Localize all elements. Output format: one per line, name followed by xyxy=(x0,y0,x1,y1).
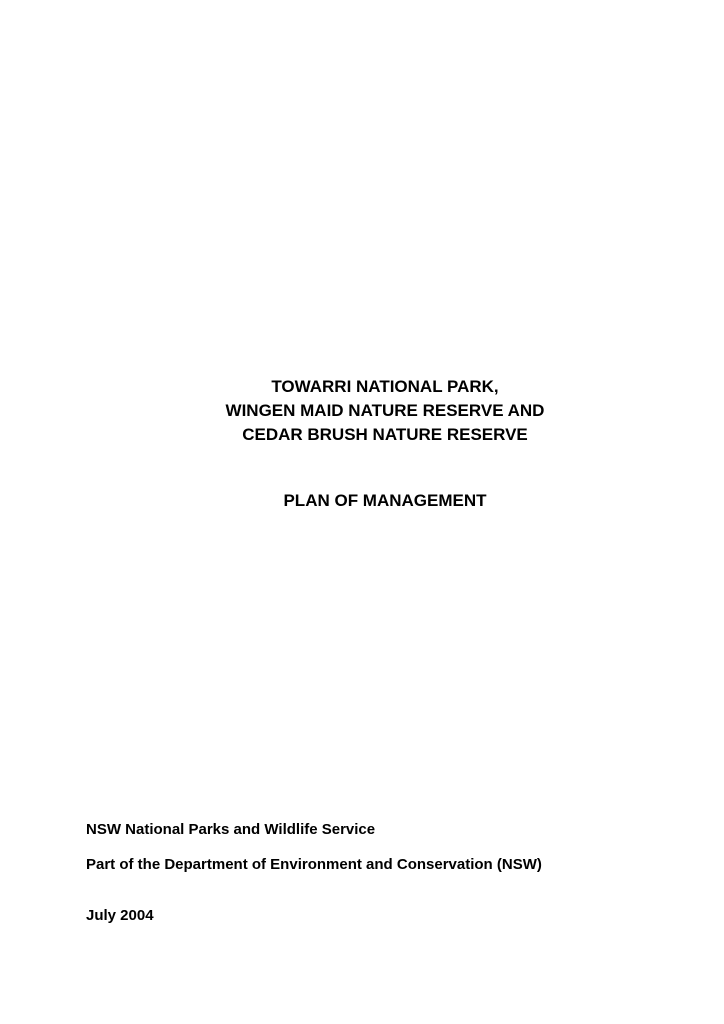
document-title xyxy=(160,375,610,447)
title-line-park: TOWARRI NATIONAL PARK, xyxy=(271,377,499,396)
title-line-wingen-maid: WINGEN MAID NATURE RESERVE AND xyxy=(225,401,545,420)
document-subtitle: PLAN OF MANAGEMENT xyxy=(283,491,487,510)
department-name: Part of the Department of Environment and Conservation (NSW) xyxy=(86,856,542,873)
organization-name: NSW National Parks and Wildlife Service xyxy=(86,821,376,838)
publication-date: July 2004 xyxy=(86,907,154,924)
title-line-cedar-brush: CEDAR BRUSH NATURE RESERVE xyxy=(242,425,528,444)
